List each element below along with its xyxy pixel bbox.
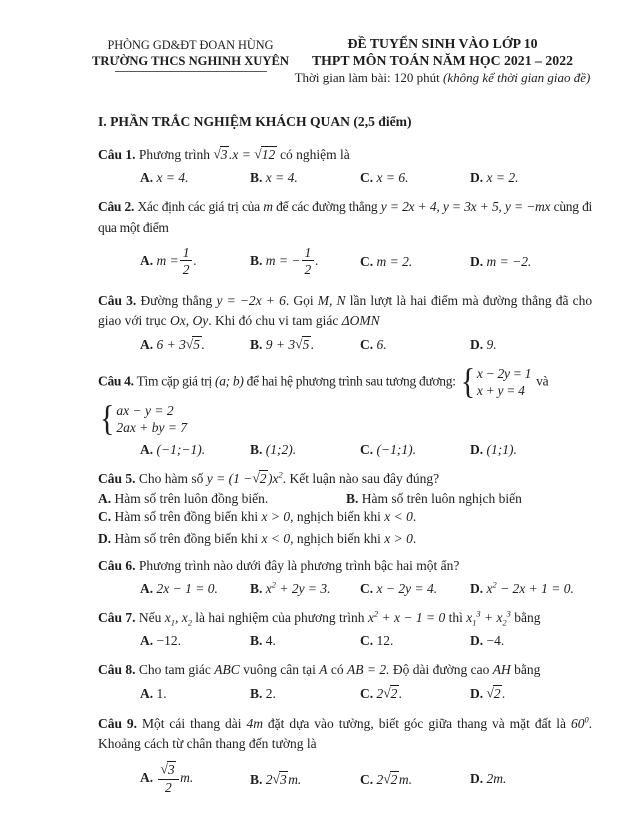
option-value: m = −2. [486, 253, 532, 269]
q4-pair: (a; b) [215, 373, 244, 389]
q1-option-c [360, 170, 470, 186]
question-3-number: Câu 3. [98, 292, 137, 308]
option-letter: A. [140, 770, 154, 786]
q7-equation: $x^2 + x - 1 = 0$ [367, 609, 446, 625]
q3-options-row [98, 336, 592, 353]
option-value: m = − [265, 252, 301, 268]
option-value: (−1;1). [376, 441, 416, 457]
option-value: m. [180, 770, 194, 786]
option-value: 1. [156, 685, 167, 701]
q3-text-4: . Khi đó chu vi tam giác [208, 313, 339, 329]
question-4-stem [98, 365, 592, 400]
q2-option-a: A. m = $\frac{1}{2}$ . [140, 244, 197, 277]
q2-option-c [360, 254, 470, 270]
q5-function: y = (1 − √ 2 )$x^2$ [207, 471, 283, 486]
option-letter: C. [360, 170, 374, 186]
option-letter: C. [360, 580, 374, 596]
q5-option-ab-line [98, 491, 592, 507]
question-3-stem [98, 291, 592, 332]
q1-equation: √ 3 .x = √ 12 [213, 147, 276, 162]
question-6-stem [98, 556, 592, 576]
exam-header [88, 36, 592, 86]
q9-option-d [470, 771, 592, 787]
q8-option-a [140, 686, 250, 702]
option-letter: D. [470, 170, 484, 186]
option-letter: D. [470, 580, 484, 596]
option-value: 2. [265, 685, 276, 701]
option-value: Hàm số trên đồng biến khi [114, 531, 259, 547]
sqrt-radical: √ 5 [186, 336, 202, 353]
option-letter: D. [470, 771, 484, 787]
option-letter: B. [250, 633, 263, 649]
question-1-stem [98, 145, 592, 165]
option-letter: D. [470, 337, 484, 353]
q2-option-b: B. m = − $\frac{1}{2}$ . [250, 244, 319, 277]
q9-text-1: Một cái thang dài [142, 715, 242, 731]
q4-option-a [140, 442, 250, 458]
q7-text-1: Nếu [138, 609, 162, 625]
option-letter: A. [140, 685, 154, 701]
time-note: (không kể thời gian giao đề) [443, 70, 591, 85]
option-letter: A. [140, 337, 154, 353]
q7-roots: $x_1$, $x_2$ [164, 609, 192, 628]
q1-option-b [250, 170, 360, 186]
q1-text-1: Phương trình [138, 147, 210, 162]
option-letter: A. [98, 491, 112, 507]
fraction: $\frac{1}{2}$ [302, 245, 315, 277]
q9-length: 4m [246, 715, 263, 731]
question-8-number: Câu 8. [98, 662, 136, 678]
q4-option-d [470, 442, 592, 458]
q7-option-d [470, 633, 592, 649]
option-letter: A. [140, 633, 154, 649]
option-value: $x^2 - 2x + 1 = 0$. [486, 580, 574, 596]
option-value: 2 [376, 686, 384, 702]
option-letter: D. [470, 686, 484, 702]
q3-points: M, N [317, 292, 346, 308]
q9-angle: $60^0$ [570, 715, 589, 731]
q7-options-row [98, 633, 592, 649]
question-4-number: Câu 4. [98, 373, 134, 389]
exam-title-line1: ĐỀ TUYỂN SINH VÀO LỚP 10 [347, 36, 538, 51]
q2-var-m: m [263, 199, 273, 215]
q8-height: AH [492, 662, 511, 678]
q8-text-4: Độ dài đường cao [392, 662, 490, 678]
sqrt-radical: √ 2 [383, 771, 399, 788]
question-5-number: Câu 5. [98, 470, 136, 486]
header-underline [115, 71, 267, 72]
school-name: TRƯỜNG THCS NGHINH XUYÊN [92, 54, 289, 68]
exam-time-line [293, 70, 592, 86]
q4-system-1: { x − 2y = 1 x + y = 4 [461, 365, 531, 400]
option-letter: D. [470, 441, 484, 457]
q7-option-a [140, 633, 250, 649]
q5-option-d: D. Hàm số trên đồng biến khi x < 0, nghịch biến khi x > 0. [98, 531, 417, 547]
q8-vertex: A [319, 662, 328, 678]
option-value: $x^2 + 2y = 3$. [265, 580, 331, 596]
question-5-stem [98, 469, 592, 489]
sqrt-radical: √ 2 [487, 685, 503, 702]
option-value: 6. [376, 337, 387, 353]
option-letter: B. [250, 170, 263, 186]
option-value: 4. [265, 633, 276, 649]
option-letter: B. [250, 685, 263, 701]
option-letter: A. [140, 580, 154, 596]
option-letter: B. [250, 252, 263, 268]
option-letter: C. [98, 509, 112, 525]
sqrt-radical: √ 2 [383, 685, 399, 702]
q2-text-2: để các đường thẳng [276, 199, 378, 215]
option-letter: B. [250, 580, 263, 596]
q9-text-3: . Khoảng cách từ chân thang đến tường là [98, 715, 593, 751]
q8-text-3: có [330, 662, 344, 678]
section-title: I. PHẦN TRẮC NGHIỆM KHÁCH QUAN (2,5 điểm) [98, 114, 412, 129]
q9-option-b: B. 2 √ 3 m. [250, 771, 360, 788]
option-letter: C. [360, 441, 374, 457]
fraction: √ $\frac{3}{2}$ [158, 761, 180, 795]
q8-option-b [250, 686, 360, 702]
q3-line-equation: y = −2x + 6 [216, 292, 286, 308]
option-value: m = 2. [376, 253, 413, 269]
question-9-number: Câu 9. [98, 715, 138, 731]
q3-text-3: lần lượt là hai điểm mà đường thẳng đã cho giao với trục [98, 292, 593, 329]
q6-text-1: Phương trình nào dưới đây là phương trình bậc hai một ẩn? [138, 557, 460, 573]
sqrt-radical: √ 3 [273, 771, 289, 788]
option-value: (−1;−1). [156, 441, 206, 457]
option-letter: B. [250, 441, 263, 457]
option-value: m = [156, 252, 179, 268]
q4-options-row [98, 442, 592, 458]
q1-option-d [470, 170, 592, 186]
q3-axes: Ox, Oy [170, 313, 209, 329]
q8-options-row [98, 685, 592, 702]
option-letter: B. [250, 771, 263, 787]
option-value: x = 4. [265, 170, 298, 186]
q7-text-2: là hai nghiệm của phương trình [195, 609, 365, 625]
q2-text-3: cùng đi qua một điểm [98, 199, 592, 235]
option-value: x = 6. [376, 170, 409, 186]
sqrt-radical: √ 12 [254, 146, 276, 163]
q4-text-2: để hai hệ phương trình sau tương đương: [246, 373, 456, 389]
option-letter: C. [360, 771, 374, 787]
q5-text-2: . Kết luận nào sau đây đúng? [282, 470, 440, 486]
option-value: Hàm số trên luôn nghịch biến [361, 491, 522, 507]
q3-option-a: A. 6 + 3 √ 5 . [140, 336, 250, 353]
q8-option-c: C. 2 √ 2 . [360, 685, 470, 702]
q8-side: AB = 2. [346, 662, 390, 678]
question-9-stem [98, 714, 592, 755]
q6-option-a [140, 581, 250, 597]
question-6-number: Câu 6. [98, 557, 136, 573]
q7-option-b [250, 633, 360, 649]
q2-option-d [470, 254, 592, 270]
question-8-stem [98, 660, 592, 680]
q4-text-1: Tìm cặp giá trị [136, 373, 212, 389]
option-letter: D. [470, 253, 484, 269]
option-value: 9. [486, 337, 497, 353]
option-value: 6 + 3 [156, 337, 186, 353]
fraction: $\frac{1}{2}$ [180, 245, 193, 277]
q5-option-a [98, 491, 346, 507]
question-2-stem [98, 197, 592, 238]
time-text: Thời gian làm bài: 120 phút [294, 70, 440, 85]
question-7-number: Câu 7. [98, 609, 136, 625]
option-letter: C. [360, 337, 374, 353]
option-value: x − 2y = 4. [376, 580, 438, 596]
q4-text-3: và [536, 373, 549, 389]
exam-title-line2: THPT MÔN TOÁN NĂM HỌC 2021 – 2022 [311, 53, 573, 68]
q3-option-c [360, 337, 470, 353]
q2-options-row [98, 246, 592, 278]
sqrt-radical: √ 5 [295, 336, 311, 353]
q9-option-a [140, 762, 250, 796]
q3-triangle: ΔOMN [341, 313, 380, 329]
option-value: (1;1). [486, 441, 517, 457]
option-letter: C. [360, 686, 374, 702]
sqrt-radical: √ 3 [161, 761, 177, 778]
q8-text-5: bằng [514, 662, 541, 678]
option-value: 2x − 1 = 0. [156, 580, 218, 596]
q7-option-c [360, 633, 470, 649]
sqrt-radical: √ 3 [213, 146, 229, 163]
option-value: x = 4. [156, 170, 189, 186]
option-value: x = 2. [486, 170, 519, 186]
q1-options-row [98, 170, 592, 186]
q4-option-b [250, 442, 360, 458]
option-letter: D. [470, 633, 484, 649]
q8-text-2: vuông cân tại [243, 662, 316, 678]
exam-title-block [293, 36, 592, 86]
q8-text-1: Cho tam giác [138, 662, 211, 678]
question-2-number: Câu 2. [98, 199, 135, 215]
option-letter: C. [360, 633, 374, 649]
option-letter: C. [360, 253, 374, 269]
q5-option-c: C. Hàm số trên đồng biến khi x > 0, nghịch biến khi x < 0. [98, 509, 417, 525]
question-1-number: Câu 1. [98, 147, 136, 162]
q9-text-2: đặt dựa vào tường, biết góc giữa thang và mặt đất là [267, 715, 567, 731]
q9-options-row [98, 762, 592, 796]
q4-system-2-line [98, 402, 592, 437]
option-letter: A. [140, 170, 154, 186]
q8-option-d: D. √ 2 . [470, 685, 592, 702]
sqrt-radical: √ 2 [252, 470, 268, 487]
option-letter: A. [140, 252, 154, 268]
q9-option-c: C. 2 √ 2 m. [360, 771, 470, 788]
q6-option-c [360, 581, 470, 597]
option-value: 2m. [486, 771, 507, 787]
option-value: −4. [486, 633, 505, 649]
q3-text-1: Đường thẳng [140, 292, 213, 308]
q4-system-2: { ax − y = 2 2ax + by = 7 [100, 402, 187, 437]
q3-option-d [470, 337, 592, 353]
q2-text-1: Xác định các giá trị của [137, 199, 260, 215]
option-value: (1;2). [265, 441, 297, 457]
option-value: −12. [156, 633, 181, 649]
department-name: PHÒNG GD&ĐT ĐOAN HÙNG [107, 38, 274, 52]
q6-option-d [470, 581, 592, 597]
option-value: 9 + 3 [265, 337, 296, 353]
q1-text-2: có nghiệm là [280, 147, 350, 162]
q2-line-mx: y = −mx [504, 199, 551, 215]
q7-text-4: bằng [514, 609, 541, 625]
school-block [88, 36, 293, 86]
q6-option-b [250, 581, 360, 597]
q8-triangle: ABC [214, 662, 240, 678]
q2-lines-equations: y = 2x + 4, y = 3x + 5, [380, 199, 502, 215]
option-value: Hàm số trên luôn đồng biến. [114, 491, 269, 507]
option-letter: B. [346, 491, 359, 507]
q5-option-b [346, 491, 522, 507]
option-letter: B. [250, 337, 263, 353]
option-value: 12. [376, 633, 394, 649]
q3-text-2: . Gọi [285, 292, 314, 308]
q3-option-b: B. 9 + 3 √ 5 . [250, 336, 360, 353]
q4-option-c [360, 442, 470, 458]
question-7-stem [98, 608, 592, 628]
q6-options-row [98, 581, 592, 597]
option-letter: D. [98, 531, 112, 547]
q5-text-1: Cho hàm số [138, 470, 204, 486]
option-letter: A. [140, 441, 154, 457]
q7-expression: $x_1^3 + x_2^3$ [466, 609, 511, 628]
option-value: 2 [376, 771, 384, 787]
q1-option-a [140, 170, 250, 186]
option-value: 2 [265, 771, 273, 787]
option-value: Hàm số trên đồng biến khi [114, 509, 259, 525]
q7-text-3: thì [448, 609, 463, 625]
